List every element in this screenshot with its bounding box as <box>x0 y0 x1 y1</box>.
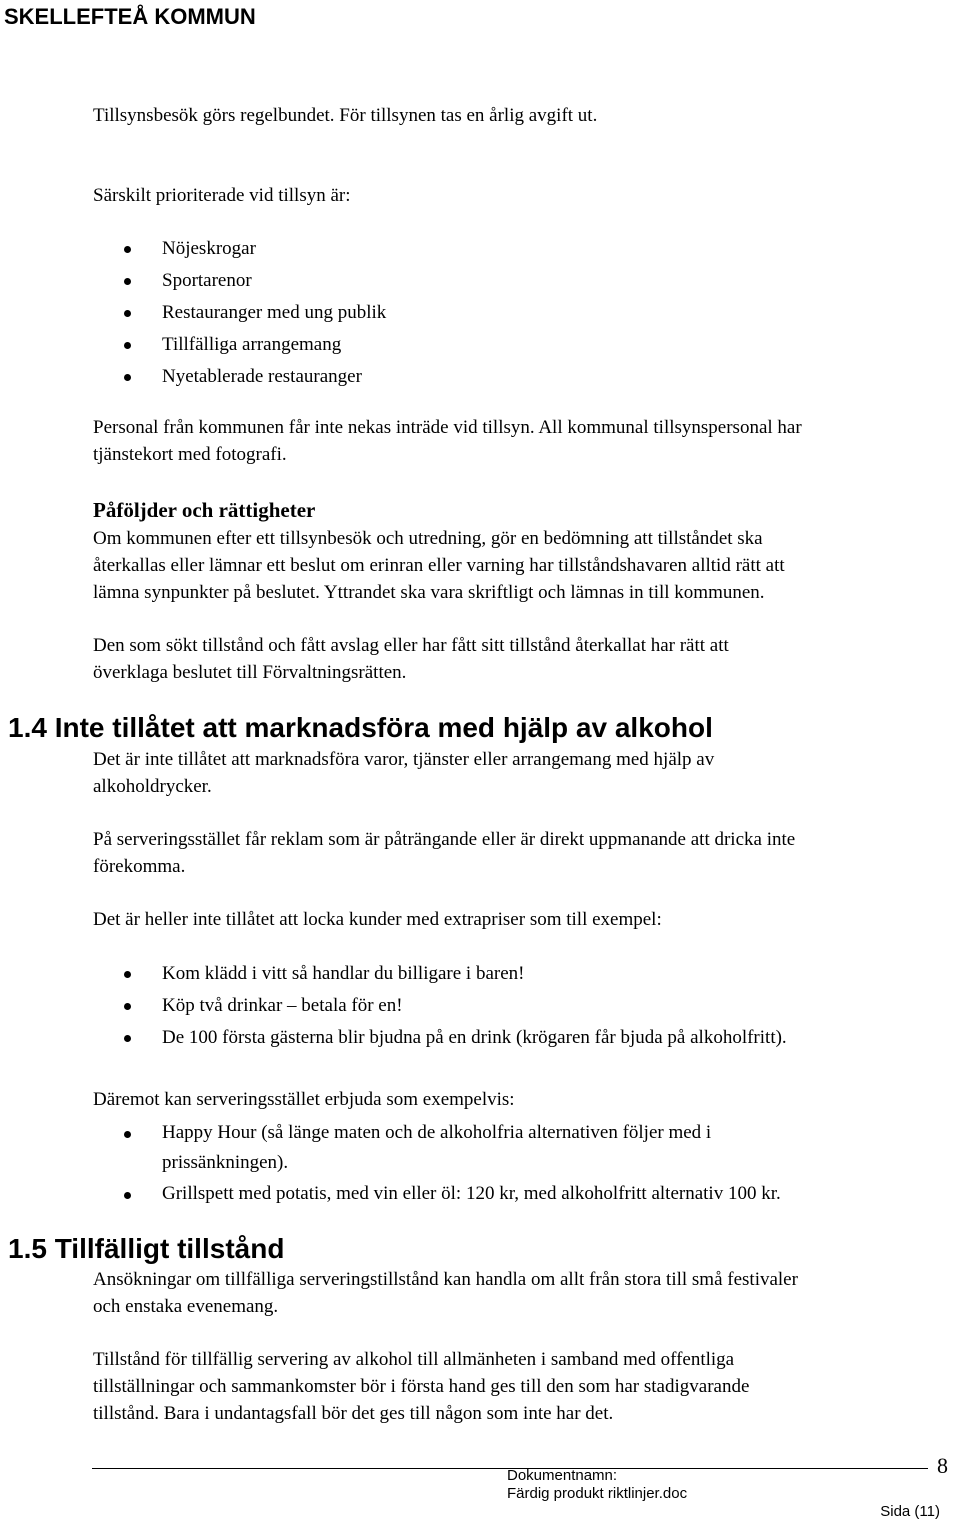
list-item: Nyetablerade restauranger <box>93 361 386 393</box>
consequences-heading: Påföljder och rättigheter <box>93 498 316 522</box>
list-item: Grillspett med potatis, med vin eller öl: 120 kr, med alkoholfritt alternativ 100 kr. <box>93 1179 781 1209</box>
allowed-offers-list <box>93 1118 781 1209</box>
list-item: Tillfälliga arrangemang <box>93 329 386 361</box>
consequences-paragraph-2: Den som sökt tillstånd och fått avslag eller har fått sitt tillstånd återkallat har rätt att överklaga beslutet till Förvaltningsrätten. <box>93 635 729 683</box>
priority-list <box>93 233 386 393</box>
list-item: Restauranger med ung publik <box>93 297 386 329</box>
section14-paragraph-1: Det är inte tillåtet att marknadsföra varor, tjänster eller arrangemang med hjälp av alkoholdrycker. <box>93 749 715 797</box>
list-item: Köp två drinkar – betala för en! <box>93 990 787 1022</box>
list-item: Happy Hour (så länge maten och de alkoholfria alternativen följer med i prissänkningen). <box>93 1118 781 1178</box>
section14-paragraph-2: På serveringsstället får reklam som är påträngande eller är direkt uppmanande att dricka inte förekomma. <box>93 829 796 877</box>
intro-paragraph-3: Personal från kommunen får inte nekas inträde vid tillsyn. All kommunal tillsynspersonal har tjänstekort med fotografi. <box>93 417 802 465</box>
list-item: Sportarenor <box>93 265 386 297</box>
organization-header: SKELLEFTEÅ KOMMUN <box>4 4 256 29</box>
section15-paragraph-2: Tillstånd för tillfällig servering av alkohol till allmänheten i samband med offentliga tillställningar och sammankomster bör i första hand ges till den som har stadigvarande tillstånd. Bara i undantagsfall bör det ges till någon som inte har det. <box>93 1349 750 1424</box>
footer-document-label: Dokumentnamn: <box>507 1467 618 1484</box>
page-number: 8 <box>937 1453 948 1478</box>
section14-paragraph-4: Däremot kan serveringsstället erbjuda som exempelvis: <box>93 1089 515 1110</box>
list-item: Nöjeskrogar <box>93 233 386 265</box>
list-item: De 100 första gästerna blir bjudna på en drink (krögaren får bjuda på alkoholfritt). <box>93 1022 787 1054</box>
footer-document-name: Färdig produkt riktlinjer.doc <box>507 1485 688 1502</box>
list-item: Kom klädd i vitt så handlar du billigare i baren! <box>93 958 787 990</box>
footer-page-info: Sida (11) <box>880 1503 940 1520</box>
section15-paragraph-1: Ansökningar om tillfälliga serveringstillstånd kan handla om allt från stora till små festivaler och enstaka evenemang. <box>93 1269 798 1317</box>
section14-paragraph-3: Det är heller inte tillåtet att locka kunder med extrapriser som till exempel: <box>93 909 662 930</box>
intro-paragraph-1: Tillsynsbesök görs regelbundet. För tillsynen tas en årlig avgift ut. <box>93 105 598 126</box>
section-heading-1-4: 1.4 Inte tillåtet att marknadsföra med hjälp av alkohol <box>8 712 713 743</box>
section-heading-1-5: 1.5 Tillfälligt tillstånd <box>8 1233 285 1264</box>
consequences-paragraph-1: Om kommunen efter ett tillsynbesök och utredning, gör en bedömning att tillståndet ska återkallas eller lämnar ett beslut om erinran eller varning har tillståndshavaren alltid rätt att lämna synpunkter på beslutet. Yttrandet ska vara skriftligt och lämnas in till kommunen. <box>93 528 785 603</box>
disallowed-offers-list <box>93 958 787 1054</box>
intro-paragraph-2: Särskilt prioriterade vid tillsyn är: <box>93 185 351 206</box>
